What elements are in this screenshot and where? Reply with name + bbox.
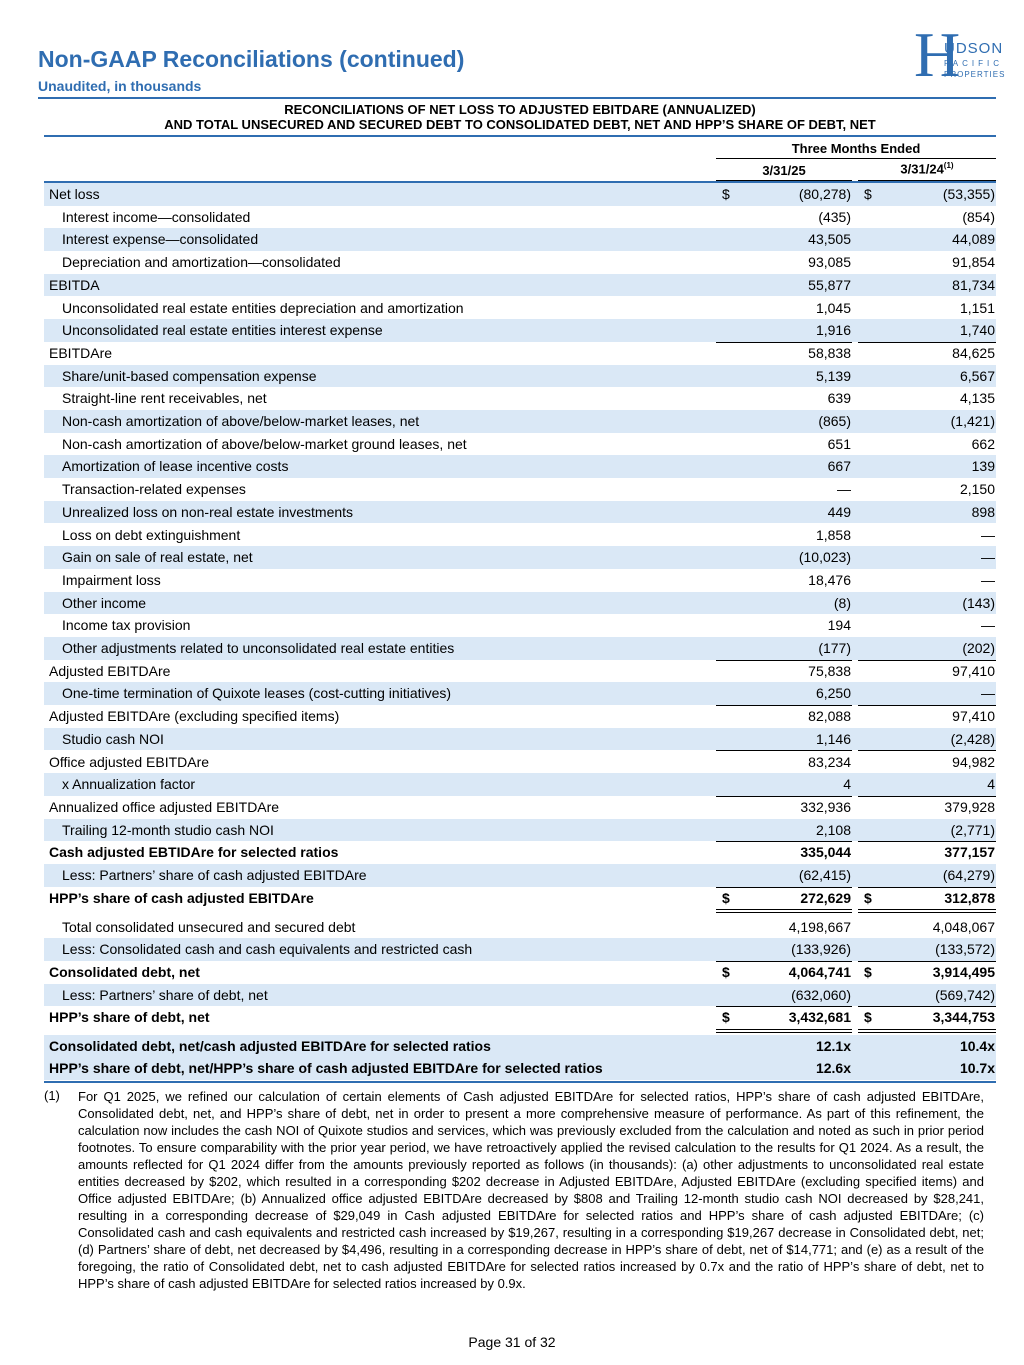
row-value-prior: 4,135 xyxy=(959,390,995,407)
table-row xyxy=(44,773,996,796)
row-label: Depreciation and amortization—consolidated xyxy=(62,254,341,271)
row-value-prior: — xyxy=(981,526,995,543)
row-value-current: 18,476 xyxy=(808,571,851,588)
row-label: Unconsolidated real estate entities depreciation and amortization xyxy=(62,299,464,316)
row-label: Trailing 12-month studio cash NOI xyxy=(62,821,274,838)
column-header-current: 3/31/25 xyxy=(762,163,806,178)
row-value-current: (80,278) xyxy=(798,186,851,202)
row-value-current: 194 xyxy=(827,617,851,634)
row-label: Income tax provision xyxy=(62,617,191,634)
footnote-ref: (1) xyxy=(943,161,954,170)
logo-line-2: PACIFIC xyxy=(944,59,1003,68)
row-currency-prior: $ xyxy=(864,1009,872,1026)
table-row xyxy=(44,455,996,478)
table-row xyxy=(44,365,996,388)
row-label: Less: Consolidated cash and cash equivalents and restricted cash xyxy=(62,941,473,958)
column-header-prior xyxy=(858,161,996,176)
table-row xyxy=(44,251,996,274)
table-row xyxy=(44,796,996,819)
table-row xyxy=(44,887,996,910)
footnote-text: For Q1 2025, we refined our calculation of certain elements of Cash adjusted EBITDAre for selected ratios, HPP’s share of cash adjusted EBITDAre, Consolidated debt, net, and HPP’s share of debt, net in order to present a more comprehensive measure of performance. As part of this refinement, the calculation now includes the cash NOI of Quixote studios and services, which was previously excluded from the calculation and noted as such in prior period footnotes. To ensure comparability with the prior year period, we have retroactively applied the revised calculation to the results for Q1 2024. As a result, the amounts reflected for Q1 2024 differ from the amounts previously reported as follows (in thousands): (a) other adjustments to unconsolidated real estate entities decreased by $202, which resulted in a corresponding $202 decrease in Adjusted EBITDAre, Adjusted EBITDAre (excluding specified items) and Office adjusted EBITDAre; (b) Annualized office adjusted EBITDAre decreased by $808 and Trailing 12-month studio cash NOI decreased by $28,241, resulting in a corresponding decrease of $29,049 in Cash adjusted EBITDAre for selected ratios and HPP’s share of cash adjusted EBITDAre; (c) Consolidated cash and cash equivalents and restricted cash increased by $19,267, resulting in a corresponding $19,267 decrease in Consolidated debt, net; (d) Partners’ share of debt, net decreased by $4,496, resulting in a corresponding decrease in HPP’s share of debt, net of $14,771; and (e) as a result of the foregoing, the ratio of Consolidated debt, net to cash adjusted EBITDAre for selected ratios increased by 0.7x and the ratio of HPP’s share of debt, net to HPP’s share of cash adjusted EBITDAre for selected ratios increased by 0.9x. xyxy=(78,1089,984,1291)
row-value-prior: — xyxy=(981,571,995,588)
row-value-prior: 1,740 xyxy=(959,322,995,339)
row-label: Gain on sale of real estate, net xyxy=(62,549,253,566)
column-header-prior-label: 3/31/24 xyxy=(900,161,944,177)
row-value-prior: 312,878 xyxy=(944,889,995,906)
row-label: Annualized office adjusted EBITDAre xyxy=(49,798,280,815)
table-row xyxy=(44,183,996,206)
row-label: Consolidated debt, net xyxy=(49,963,200,980)
row-value-prior: 139 xyxy=(971,458,995,475)
page-number: Page 31 of 32 xyxy=(468,1334,556,1350)
table-row xyxy=(44,478,996,501)
table-row xyxy=(44,387,996,410)
row-value-current: (435) xyxy=(818,208,851,225)
row-label: Total consolidated unsecured and secured debt xyxy=(62,918,356,935)
row-value-current: 2,108 xyxy=(815,821,851,838)
row-value-current: 6,250 xyxy=(815,685,851,702)
row-value-prior: 1,151 xyxy=(959,299,995,316)
hudson-pacific-logo xyxy=(914,20,1004,90)
row-value-prior: 10.4x xyxy=(959,1037,995,1054)
row-label: Interest income—consolidated xyxy=(62,208,251,225)
row-value-prior: 10.7x xyxy=(959,1060,995,1077)
row-value-prior: 2,150 xyxy=(959,481,995,498)
header-divider xyxy=(38,97,996,99)
table-row xyxy=(44,637,996,660)
row-value-current: 43,505 xyxy=(808,231,851,248)
row-value-current: (8) xyxy=(833,594,851,611)
row-value-current: 4 xyxy=(843,776,851,793)
table-row xyxy=(44,819,996,842)
row-label: Transaction-related expenses xyxy=(62,481,246,498)
row-value-current: 12.1x xyxy=(815,1037,851,1054)
table-row xyxy=(44,705,996,728)
row-double-underline-prior xyxy=(858,1032,996,1033)
table-row xyxy=(44,841,996,864)
row-value-current: 4,198,667 xyxy=(788,918,851,935)
period-header-rule xyxy=(716,158,996,159)
row-label: Studio cash NOI xyxy=(62,730,164,747)
row-value-current: 272,629 xyxy=(800,889,851,906)
row-value-prior: 4,048,067 xyxy=(932,918,995,935)
table-row xyxy=(44,546,996,569)
table-heading-divider xyxy=(44,135,996,137)
row-value-prior: 97,410 xyxy=(952,708,995,725)
row-label: Amortization of lease incentive costs xyxy=(62,458,289,475)
row-currency-current: $ xyxy=(722,963,730,980)
table-row xyxy=(44,342,996,365)
table-row xyxy=(44,751,996,774)
logo-h-letter: H xyxy=(914,19,961,90)
row-value-prior: — xyxy=(981,617,995,634)
row-double-underline-current xyxy=(716,1032,852,1033)
row-currency-prior: $ xyxy=(864,186,872,202)
row-value-current: (865) xyxy=(818,413,851,429)
row-value-prior: 91,854 xyxy=(952,254,995,271)
row-currency-current: $ xyxy=(722,889,730,906)
row-value-current: 75,838 xyxy=(808,662,851,679)
row-value-current: 4,064,741 xyxy=(788,963,851,980)
table-row xyxy=(44,501,996,524)
table-row xyxy=(44,1035,996,1058)
row-value-current: 667 xyxy=(827,458,851,475)
row-value-current: 55,877 xyxy=(808,276,851,293)
row-label: Interest expense—consolidated xyxy=(62,231,259,248)
row-double-underline-current xyxy=(716,912,852,913)
row-label: Less: Partners’ share of cash adjusted EBITDAre xyxy=(62,867,367,883)
row-value-current: 1,858 xyxy=(815,526,851,543)
row-value-prior: 84,625 xyxy=(952,344,995,361)
logo-line-1: UDSON xyxy=(944,40,1004,57)
row-currency-current: $ xyxy=(722,186,730,202)
row-value-prior: 3,344,753 xyxy=(932,1009,995,1026)
table-heading-line-1: RECONCILIATIONS OF NET LOSS TO ADJUSTED EBITDARE (ANNUALIZED) xyxy=(284,102,756,117)
row-label: HPP’s share of debt, net xyxy=(49,1009,210,1026)
row-value-prior: 898 xyxy=(971,503,995,520)
row-currency-prior: $ xyxy=(864,963,872,980)
row-label: Less: Partners’ share of debt, net xyxy=(62,986,268,1003)
footnote-divider xyxy=(44,1081,996,1083)
table-row xyxy=(44,864,996,887)
row-value-prior: (1,421) xyxy=(950,413,995,429)
row-label: Loss on debt extinguishment xyxy=(62,526,241,543)
table-row xyxy=(44,433,996,456)
row-value-current: (62,415) xyxy=(798,867,851,883)
row-value-current: 1,146 xyxy=(815,730,851,747)
row-label: Other adjustments related to unconsolidated real estate entities xyxy=(62,640,455,656)
table-row xyxy=(44,614,996,637)
row-value-current: (632,060) xyxy=(791,986,851,1003)
row-value-current: 3,432,681 xyxy=(788,1009,851,1026)
row-label: HPP’s share of debt, net/HPP’s share of cash adjusted EBITDAre for selected ratios xyxy=(49,1060,603,1077)
row-value-current: 1,916 xyxy=(815,322,851,339)
row-value-current: (177) xyxy=(818,640,851,656)
row-label: Consolidated debt, net/cash adjusted EBITDAre for selected ratios xyxy=(49,1037,491,1054)
table-row xyxy=(44,297,996,320)
row-value-prior: 662 xyxy=(971,435,995,452)
table-row xyxy=(44,228,996,251)
table-row xyxy=(44,728,996,751)
row-underline-prior xyxy=(858,1029,996,1030)
row-label: Cash adjusted EBTIDAre for selected ratios xyxy=(49,844,339,861)
row-value-current: 651 xyxy=(827,435,851,452)
footnote-marker: (1) xyxy=(44,1088,60,1103)
row-label: Other income xyxy=(62,594,147,611)
page-title: Non-GAAP Reconciliations (continued) xyxy=(38,46,465,72)
logo-line-3: PROPERTIES xyxy=(944,70,1006,79)
table-row xyxy=(44,984,996,1007)
table-row xyxy=(44,319,996,342)
row-label: Non-cash amortization of above/below-market ground leases, net xyxy=(62,435,467,452)
row-value-current: (10,023) xyxy=(798,549,851,566)
row-currency-current: $ xyxy=(722,1009,730,1026)
row-value-current: 93,085 xyxy=(808,254,851,271)
row-value-current: 332,936 xyxy=(800,798,851,815)
row-value-prior: (2,428) xyxy=(950,730,995,747)
row-label: One-time termination of Quixote leases (cost-cutting initiatives) xyxy=(62,685,452,702)
row-value-prior: (53,355) xyxy=(942,186,995,202)
row-value-current: 83,234 xyxy=(808,753,851,770)
row-value-prior: 6,567 xyxy=(959,367,995,384)
table-row xyxy=(44,660,996,683)
row-value-current: 58,838 xyxy=(808,344,851,361)
row-value-current: 12.6x xyxy=(815,1060,851,1077)
table-row xyxy=(44,410,996,433)
row-value-prior: (2,771) xyxy=(950,821,995,838)
table-row xyxy=(44,592,996,615)
row-value-prior: 3,914,495 xyxy=(932,963,995,980)
row-label: EBITDA xyxy=(49,276,100,293)
row-value-current: (133,926) xyxy=(791,941,851,958)
row-double-underline-prior xyxy=(858,912,996,913)
row-value-prior: (64,279) xyxy=(942,867,995,883)
table-row xyxy=(44,524,996,547)
row-label: Office adjusted EBITDAre xyxy=(49,753,210,770)
row-label: HPP’s share of cash adjusted EBITDAre xyxy=(49,889,314,906)
row-value-prior: 94,982 xyxy=(952,753,995,770)
row-label: Non-cash amortization of above/below-market leases, net xyxy=(62,413,420,429)
table-row xyxy=(44,916,996,939)
table-row xyxy=(44,569,996,592)
row-value-prior: (854) xyxy=(962,208,995,225)
row-value-current: 5,139 xyxy=(815,367,851,384)
row-value-current: 449 xyxy=(827,503,851,520)
row-value-prior: (133,572) xyxy=(935,941,995,958)
row-currency-prior: $ xyxy=(864,889,872,906)
row-value-prior: — xyxy=(981,685,995,702)
table-row xyxy=(44,1057,996,1080)
row-label: Impairment loss xyxy=(62,571,161,588)
row-label: Share/unit-based compensation expense xyxy=(62,367,317,384)
table-row xyxy=(44,274,996,297)
row-label: Adjusted EBITDAre (excluding specified items) xyxy=(49,708,340,725)
row-value-prior: 377,157 xyxy=(944,844,995,861)
row-value-prior: (143) xyxy=(962,594,995,611)
table-row xyxy=(44,682,996,705)
row-underline-current xyxy=(716,1029,852,1030)
row-label: x Annualization factor xyxy=(62,776,196,793)
table-row xyxy=(44,1006,996,1029)
row-value-prior: 44,089 xyxy=(952,231,995,248)
row-value-prior: (569,742) xyxy=(935,986,995,1003)
row-label: Straight-line rent receivables, net xyxy=(62,390,267,407)
row-value-prior: 379,928 xyxy=(944,798,995,815)
table-heading-line-2: AND TOTAL UNSECURED AND SECURED DEBT TO CONSOLIDATED DEBT, NET AND HPP’S SHARE OF DEBT, NET xyxy=(164,117,876,132)
row-label: Net loss xyxy=(49,186,100,202)
period-header: Three Months Ended xyxy=(791,141,921,156)
table-row xyxy=(44,961,996,984)
row-label: Unrealized loss on non-real estate investments xyxy=(62,503,354,520)
row-value-prior: (202) xyxy=(962,640,995,656)
row-value-prior: 97,410 xyxy=(952,662,995,679)
row-value-prior: 81,734 xyxy=(952,276,995,293)
row-label: Unconsolidated real estate entities interest expense xyxy=(62,322,383,339)
row-value-prior: — xyxy=(981,549,995,566)
row-value-prior: 4 xyxy=(987,776,995,793)
table-row xyxy=(44,206,996,229)
table-row xyxy=(44,938,996,961)
row-value-current: 335,044 xyxy=(800,844,851,861)
row-value-current: 82,088 xyxy=(808,708,851,725)
row-value-current: — xyxy=(837,481,851,498)
row-underline-current xyxy=(716,909,852,910)
row-label: Adjusted EBITDAre xyxy=(49,662,171,679)
row-underline-prior xyxy=(858,909,996,910)
page-subtitle: Unaudited, in thousands xyxy=(38,78,202,94)
row-label: EBITDAre xyxy=(49,344,113,361)
row-value-current: 1,045 xyxy=(815,299,851,316)
row-value-current: 639 xyxy=(827,390,851,407)
